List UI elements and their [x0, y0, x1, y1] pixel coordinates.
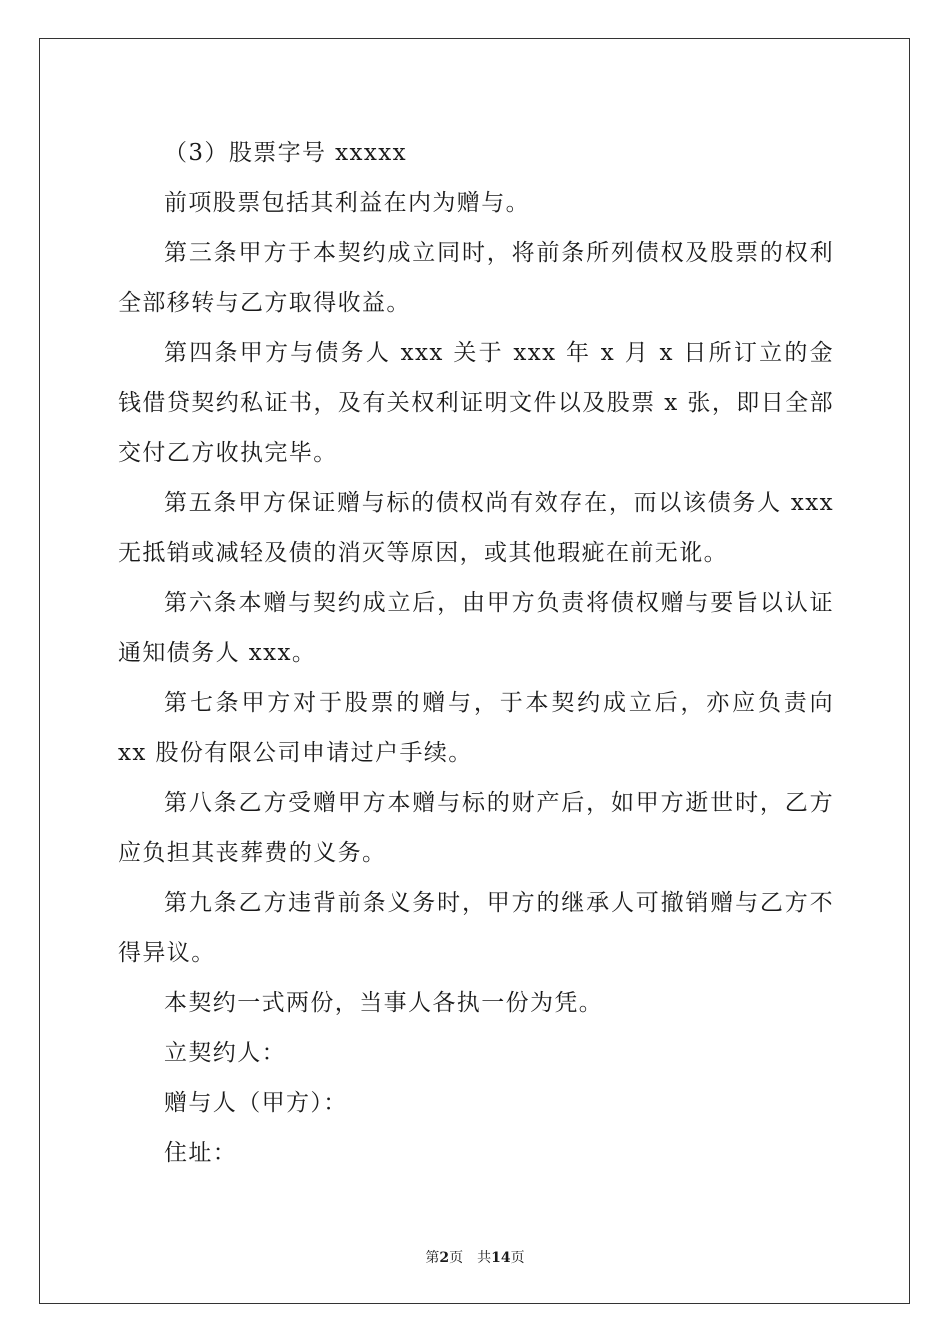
paragraph-copies: 本契约一式两份，当事人各执一份为凭。	[164, 990, 604, 1016]
page-footer	[0, 1247, 950, 1267]
footer-page-number: 2	[439, 1250, 450, 1266]
document-body	[118, 128, 834, 1178]
paragraph-stock-number: （3）股票字号 xxxxx	[164, 140, 408, 166]
paragraph-article-5: 第五条甲方保证赠与标的债权尚有效存在，而以该债务人 xxx 无抵销或减轻及债的消灭等原因，或其他瑕疵在前无讹。	[118, 490, 834, 566]
signature-contract-parties: 立契约人：	[164, 1040, 286, 1066]
paragraph-article-8: 第八条乙方受赠甲方本赠与标的财产后，如甲方逝世时，乙方应负担其丧葬费的义务。	[118, 790, 834, 866]
footer-total-pages: 14	[491, 1250, 511, 1266]
footer-prefix: 第	[425, 1250, 440, 1266]
paragraph-article-7: 第七条甲方对于股票的赠与，于本契约成立后，亦应负责向 xx 股份有限公司申请过户手续。	[118, 690, 834, 766]
paragraph-article-3: 第三条甲方于本契约成立同时，将前条所列债权及股票的权利全部移转与乙方取得收益。	[118, 240, 834, 316]
paragraph-article-9: 第九条乙方违背前条义务时，甲方的继承人可撤销赠与乙方不得异议。	[118, 890, 834, 966]
signature-donor: 赠与人（甲方）：	[164, 1090, 348, 1116]
paragraph-stock-benefits: 前项股票包括其利益在内为赠与。	[164, 190, 530, 216]
signature-address: 住址：	[164, 1140, 238, 1166]
footer-page-suffix: 页	[449, 1250, 464, 1266]
paragraph-article-4: 第四条甲方与债务人 xxx 关于 xxx 年 x 月 x 日所订立的金钱借贷契约私证书，及有关权利证明文件以及股票 x 张，即日全部交付乙方收执完毕。	[118, 340, 834, 466]
footer-total-prefix: 共	[477, 1250, 492, 1266]
footer-total-suffix: 页	[510, 1250, 525, 1266]
paragraph-article-6: 第六条本赠与契约成立后，由甲方负责将债权赠与要旨以认证通知债务人 xxx。	[118, 590, 834, 666]
